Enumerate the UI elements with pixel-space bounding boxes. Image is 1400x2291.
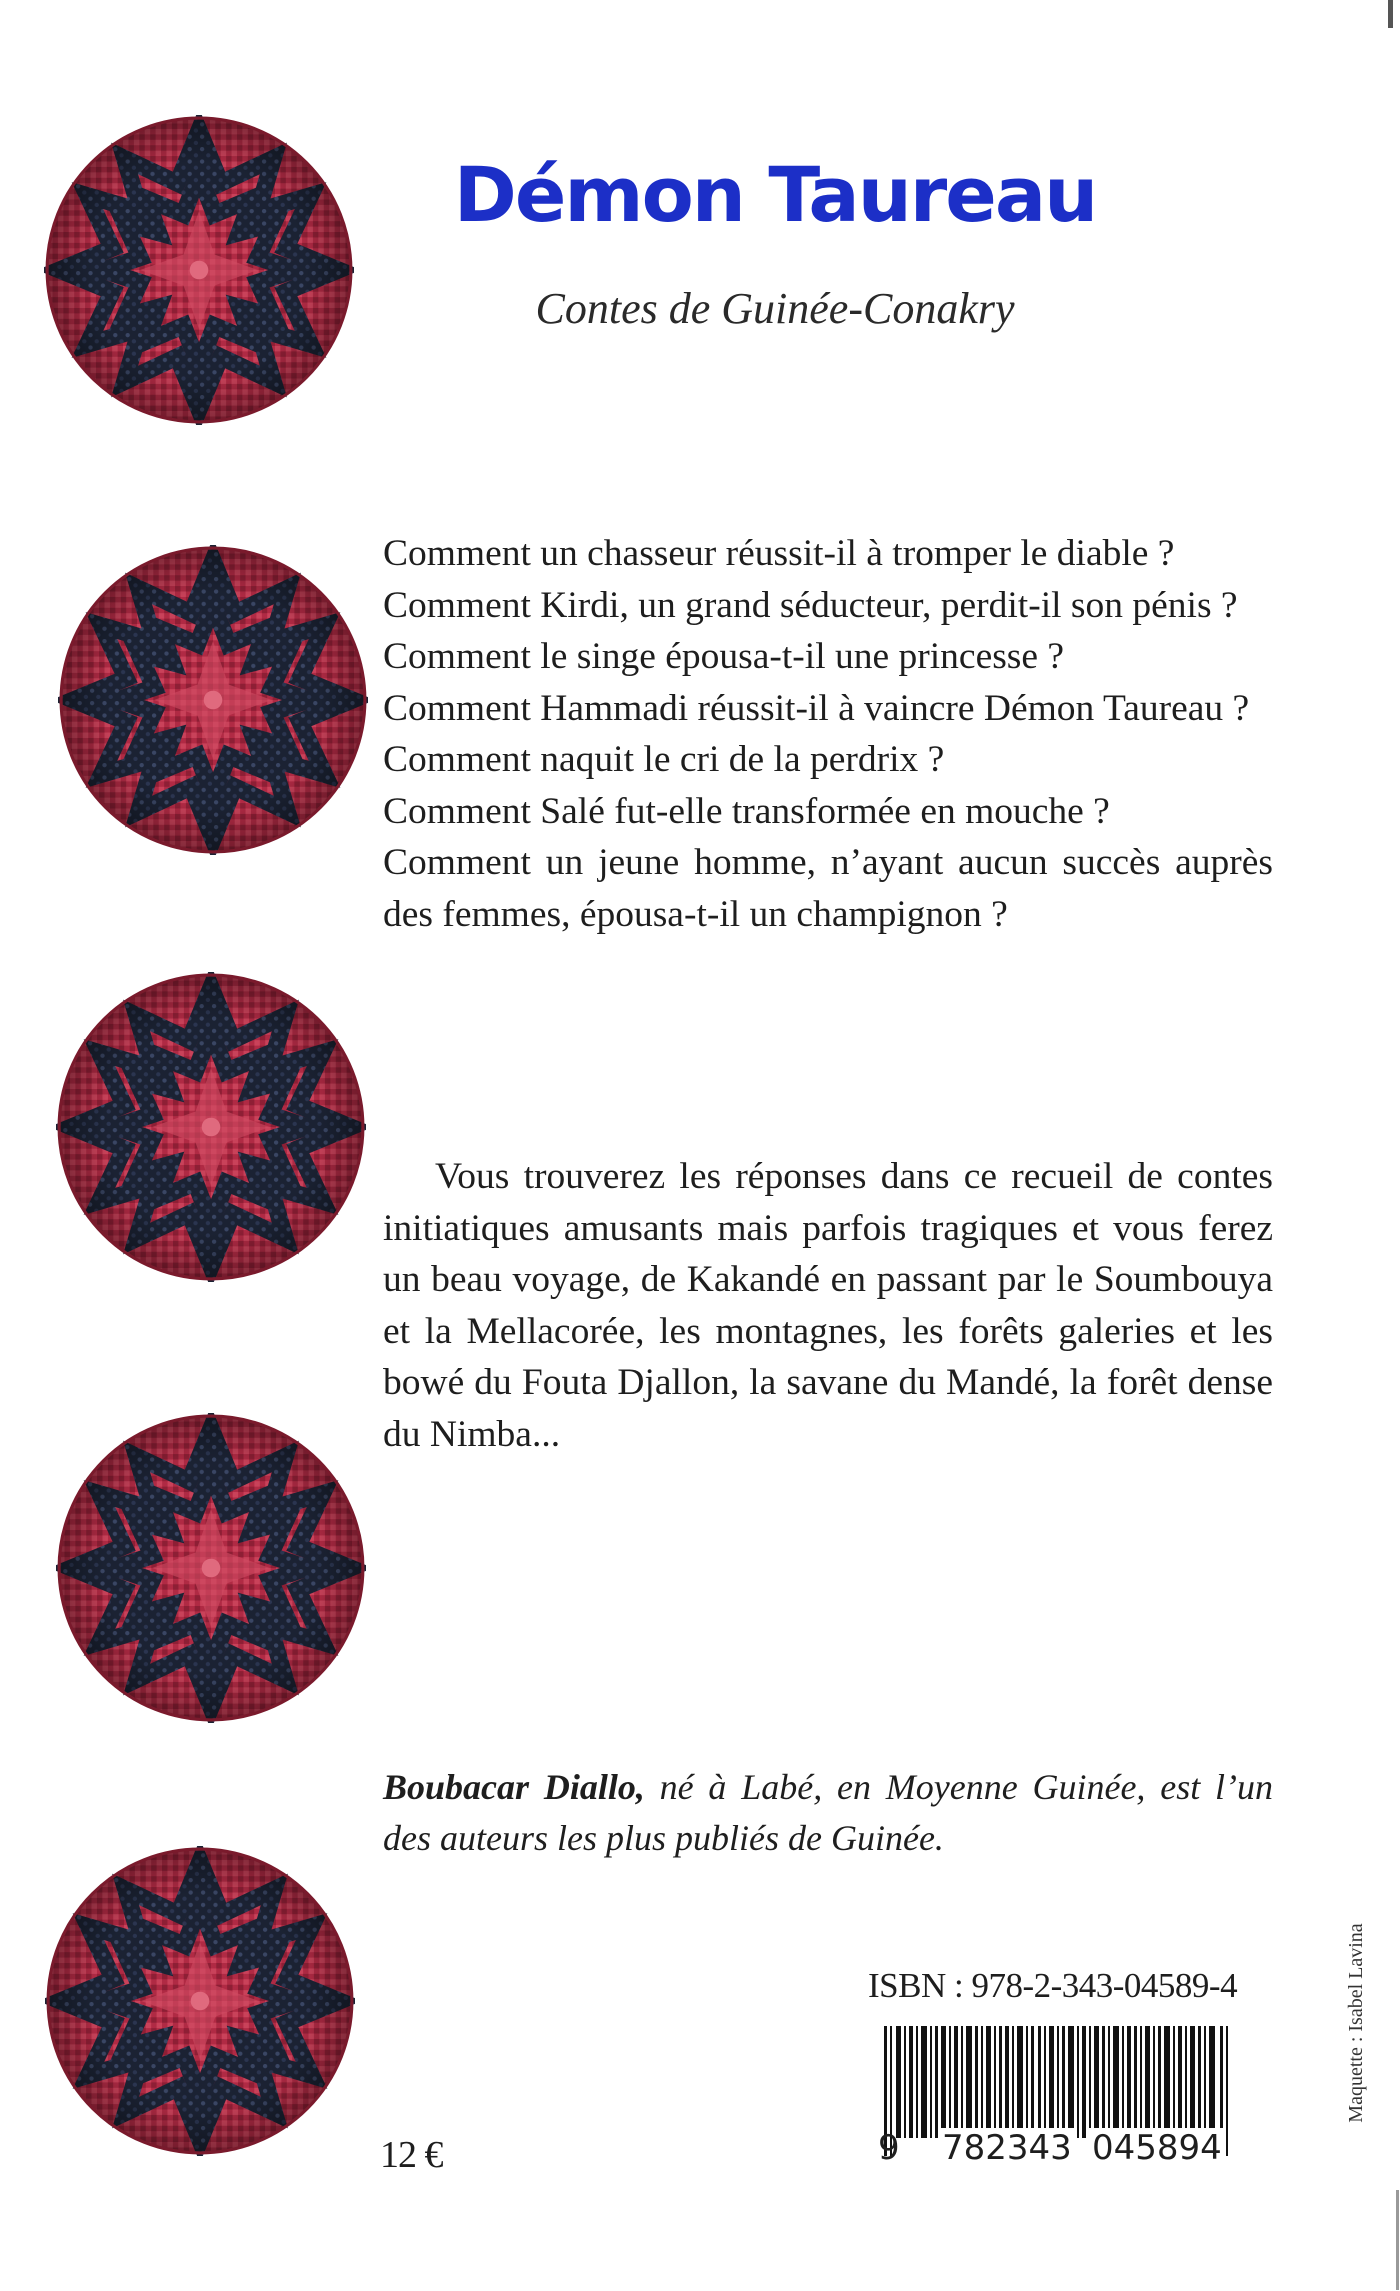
- woven-basket-icon: [56, 972, 366, 1282]
- blurb-paragraph: Vous trouverez les réponses dans ce recueil de contes initiatiques amusants mais parfois tragiques et vous ferez un beau voyage, de Kakandé en passant par le Soumbouya et la Mellacorée, les montagnes, les forêts galeries et les bowé du Fouta Djallon, la savane du Mandé, la forêt dense du Nimba...: [383, 1156, 1273, 1455]
- book-title: Démon Taureau: [453, 150, 1097, 239]
- woven-basket-icon: [44, 115, 354, 425]
- edge-mark: [1396, 2190, 1399, 2290]
- question-item: Comment un jeune homme, n’ayant aucun succès auprès des femmes, épousa-t-il un champignon ?: [383, 842, 1273, 935]
- layout-credit: Maquette : Isabel Lavina: [1345, 1923, 1367, 2123]
- isbn-label: ISBN : 978-2-343-04589-4: [868, 1966, 1238, 2005]
- barcode-digit-group: 782343: [938, 2128, 1076, 2168]
- author-bio-text: né à Labé, en Moyenne Guinée, est l’un des auteurs les plus publiés de Guinée.: [383, 1767, 1273, 1858]
- question-item: Comment Salé fut-elle transformée en mouche ?: [383, 790, 1110, 832]
- price-label: 12 €: [380, 2134, 443, 2176]
- book-subtitle: Contes de Guinée-Conakry: [535, 284, 1015, 333]
- question-item: Comment Kirdi, un grand séducteur, perdit-il son pénis ?: [383, 584, 1238, 626]
- woven-basket-icon: [58, 545, 368, 855]
- question-item: Comment naquit le cri de la perdrix ?: [383, 739, 945, 780]
- barcode-digit: 9: [878, 2128, 900, 2168]
- woven-basket-icon: [45, 1846, 355, 2156]
- question-item: Comment un chasseur réussit-il à tromper le diable ?: [383, 533, 1175, 574]
- barcode-digit-group: 045894: [1088, 2128, 1226, 2168]
- woven-basket-icon: [56, 1413, 366, 1723]
- question-item: Comment Hammadi réussit-il à vaincre Démon Taureau ?: [383, 687, 1250, 729]
- author-name: Boubacar Diallo,: [383, 1767, 645, 1807]
- edge-mark: [1388, 0, 1393, 28]
- question-item: Comment le singe épousa-t-il une princesse ?: [383, 636, 1065, 677]
- author-bio: [383, 1762, 1273, 1864]
- barcode-digits: [878, 2128, 1248, 2168]
- questions-list: [383, 528, 1273, 940]
